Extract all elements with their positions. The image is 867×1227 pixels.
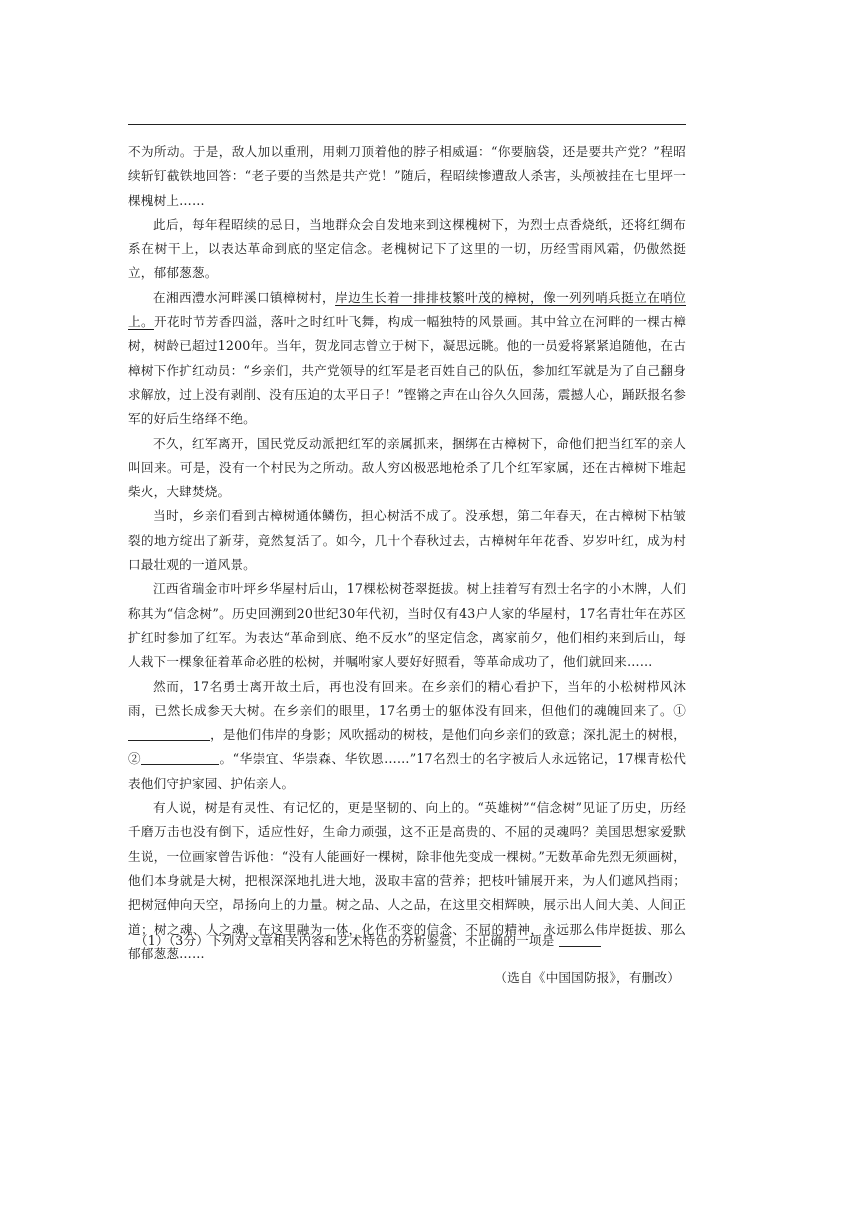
article-body (128, 140, 686, 990)
paragraph-7-middle: ，是他们伟岸的身影；风吹摇动的树枝，是他们向乡亲们的致意；深扎泥土的树根， (210, 727, 686, 743)
paragraph-4: 不久，红军离开，国民党反动派把红军的亲属抓来，捆绑在古樟树下，命他们把当红军的亲人叫回来。可是，没有一个村民为之所动。敌人穷凶极恶地枪杀了几个红军家属，还在古樟树下堆起柴火，大肆焚烧。 (128, 435, 686, 500)
underlined-sentence: 岸边生长着一排排枝繁叶茂的樟树，像一列列哨兵挺立在哨位上。 (128, 289, 686, 330)
question-1 (135, 929, 695, 953)
blank-1[interactable] (128, 726, 210, 741)
paragraph-7-start: 然而，17名勇士离开故土后，再也没有回来。在乡亲们的精心看护下，当年的小松树栉风沐雨，已然长成参天大树。在乡亲们的眼里，17名勇士的躯体没有回来，但他们的魂魄回来了。 (128, 678, 686, 718)
paragraph-1: 不为所动。于是，敌人加以重刑，用刺刀顶着他的脖子相威逼：“你要脑袋，还是要共产党？”程昭续斩钉截铁地回答：“老子要的当然是共产党！”随后，程昭续惨遭敌人杀害，头颅被挂在七里坪一棵槐树上…… (128, 144, 686, 208)
blank-1-marker: ① (673, 702, 686, 718)
source-citation: （选自《中国国防报》，有删改） (494, 970, 680, 986)
paragraph-3-start: 在湘西澧水河畔溪口镇樟树村， (153, 289, 336, 305)
answer-blank[interactable] (559, 932, 601, 947)
paragraph-6: 江西省瑞金市叶坪乡华屋村后山，17棵松树苍翠挺拔。树上挂着写有烈士名字的小木牌，人们称其为“信念树”。历史回溯到20世纪30年代初，当时仅有43户人家的华屋村，17名青壮年在苏区扩红时参加了红军。为表达“革命到底、绝不反水”的坚定信念，离家前夕，他们相约来到后山，每人栽下一棵象征着革命必胜的松树，并嘱咐家人要好好照看，等革命成功了，他们就回来…… (128, 581, 686, 670)
paragraph-2: 此后，每年程昭续的忌日，当地群众会自发地来到这棵槐树下，为烈士点香烧纸，还将红绸布系在树干上，以表达革命到底的坚定信念。老槐树记下了这里的一切，历经雪雨风霜，仍傲然挺立，郁郁葱葱。 (128, 216, 686, 281)
question-1-text: （1）（3分）下列对文章相关内容和艺术特色的分析鉴赏，不正确的一项是 (135, 933, 555, 948)
header-rule (128, 124, 686, 125)
blank-2[interactable] (141, 750, 219, 765)
paragraph-7 (128, 675, 686, 796)
paragraph-7-end: 。“华崇宜、华崇森、华钦恩……”17名烈士的名字被后人永远铭记，17棵青松代表他们守护家园、护佑亲人。 (128, 751, 686, 791)
paragraph-3 (128, 286, 686, 432)
paragraph-3-rest: 开花时节芳香四溢，落叶之时红叶飞舞，构成一幅独特的风景画。其中耸立在河畔的一棵古樟树，树龄已超过1200年。当年，贺龙同志曾立于树下，凝思远眺。他的一员爱将紧紧追随他，在古樟树下作扩红动员：“乡亲们，共产党领导的红军是老百姓自己的队伍，参加红军就是为了自己翻身求解放，过上没有剥削、没有压迫的太平日子！”铿锵之声在山谷久久回荡，震撼人心，踊跃报名参军的好后生络绎不绝。 (128, 314, 686, 427)
paragraph-5: 当时，乡亲们看到古樟树通体鳞伤，担心树活不成了。没承想，第二年春天，在古樟树下枯皱裂的地方绽出了新芽，竟然复活了。如今，几十个春秋过去，古樟树年年花香、岁岁叶红，成为村口最壮观的一道风景。 (128, 508, 686, 573)
paragraph-8: 有人说，树是有灵性、有记忆的，更是坚韧的、向上的。“英雄树”“信念树”见证了历史，历经千磨万击也没有倒下，适应性好，生命力顽强，这不正是高贵的、不屈的灵魂吗？美国思想家爱默生说，一位画家曾告诉他：“没有人能画好一棵树，除非他先变成一棵树。”无数革命先烈无须画树，他们本身就是大树，把根深深地扎进大地，汲取丰富的营养；把枝叶铺展开来，为人们遮风挡雨；把树冠伸向天空，昂扬向上的力量。树之品、人之品，在这里交相辉映，展示出人间大美、人间正道；树之魂、人之魂，在这里融为一体，化作不变的信念、不屈的精神，永远那么伟岸挺拔、那么郁郁葱葱…… (128, 800, 686, 961)
blank-2-marker: ② (128, 751, 142, 767)
